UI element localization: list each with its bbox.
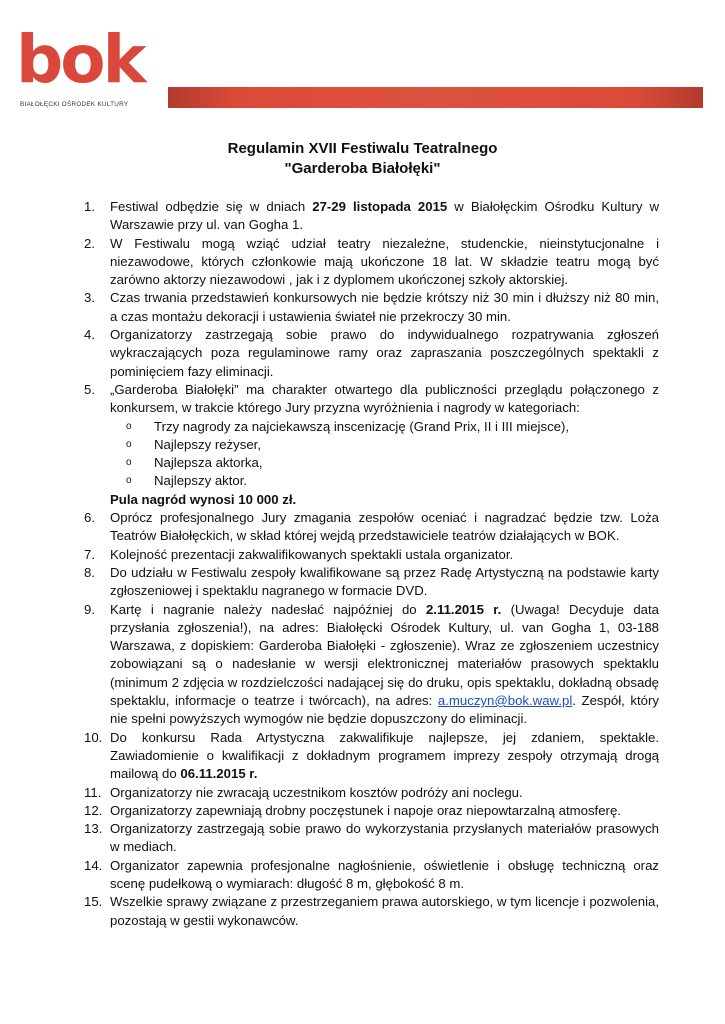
rule-number: 13. <box>84 821 103 837</box>
rule-number: 6. <box>84 510 95 526</box>
rule-text: Oprócz profesjonalnego Jury zmagania zespołów oceniać i nagradzać będzie tzw. Loża Teatrów Białołęckich, w skład której wejdą przedstawiciele teatrów działających w BOK. <box>110 510 659 544</box>
award-categories <box>110 418 659 491</box>
prize-pool <box>110 491 659 509</box>
rule-item <box>84 381 659 509</box>
rule-number: 11. <box>84 784 102 800</box>
header-red-bar <box>168 87 703 108</box>
rule-number: 7. <box>84 546 95 562</box>
logo-word: bok <box>16 21 144 98</box>
bok-logo <box>16 21 144 114</box>
rule-item <box>84 784 659 802</box>
rule-number: 10. <box>84 729 103 745</box>
email-link[interactable]: a.muczyn@bok.waw.pl <box>437 693 573 709</box>
rule-text: Organizator zapewnia profesjonalne nagłośnienie, oświetlenie i obsługę techniczną oraz scenę pudełkową o wymiarach: długość 8 m, głębokość 8 m. <box>110 857 659 891</box>
rule-item <box>84 235 659 290</box>
rule-text: Organizatorzy zastrzegają sobie prawo do indywidualnego rozpatrywania zgłoszeń wykraczających poza regulaminowe ramy oraz zapraszania poszczególnych spektakli z pominięciem fazy eliminacji. <box>110 327 659 379</box>
bold-text: 27-29 listopada 2015 <box>312 199 448 214</box>
rule-item <box>84 198 659 235</box>
rule-text: „Garderoba Białołęki” ma charakter otwartego dla publiczności przeglądu połączonego z konkursem, w trakcie którego Jury przyzna wyróżnienia i nagrody w kategoriach: <box>110 381 659 416</box>
rule-number: 15. <box>84 894 103 910</box>
rule-number: 8. <box>84 564 95 580</box>
rule-text: Kolejność prezentacji zakwalifikowanych spektakli ustala organizator. <box>110 546 514 562</box>
award-category <box>126 418 659 436</box>
rule-number: 14. <box>84 857 103 873</box>
award-category-text: Najlepsza aktorka, <box>154 455 263 471</box>
award-category-text: Najlepszy reżyser, <box>154 436 261 452</box>
award-category <box>126 454 659 472</box>
rule-number: 12. <box>84 802 103 818</box>
rule-item <box>84 893 659 930</box>
title-line-2: "Garderoba Białołęki" <box>284 160 441 177</box>
rule-text: . Zespół, który nie spełni powyższych wymogów nie będzie dopuszczony do eliminacji. <box>110 693 659 727</box>
rule-text: Organizatorzy nie zwracają uczestnikom kosztów podróży ani noclegu. <box>110 784 523 800</box>
prize-pool-text: Pula nagród wynosi 10 000 zł. <box>110 491 297 507</box>
title-line-1: Regulamin XVII Festiwalu Teatralnego <box>227 140 498 157</box>
bullet-icon: o <box>126 420 132 432</box>
rule-text: Do konkursu Rada Artystyczna zakwalifikuje najlepsze, jej zdaniem, spektakle. Zawiadomienie o kwalifikacji z dokładnym programem imprezy zespoły otrzymają drogą mailową do <box>110 729 659 782</box>
rule-number: 5. <box>84 381 95 397</box>
rule-item <box>84 857 659 894</box>
rule-text: Organizatorzy zastrzegają sobie prawo do wykorzystania przysłanych materiałów prasowych w mediach. <box>110 821 659 855</box>
award-category-text: Najlepszy aktor. <box>154 473 248 489</box>
award-category <box>126 472 659 490</box>
rule-text: Do udziału w Festiwalu zespoły kwalifikowane są przez Radę Artystyczną na podstawie karty zgłoszeniowej i spektaklu nagranego w formacie DVD. <box>110 564 659 599</box>
bullet-icon: o <box>126 457 132 469</box>
rule-item <box>84 546 659 564</box>
bold-text: 2.11.2015 r. <box>425 601 502 617</box>
award-category-text: Trzy nagrody za najciekawszą inscenizację (Grand Prix, II i III miejsce), <box>154 418 570 434</box>
rule-number: 1. <box>84 199 95 214</box>
rule-number: 2. <box>84 235 95 251</box>
rule-text: W Festiwalu mogą wziąć udział teatry niezależne, studenckie, nieinstytucjonalne i niezawodowe, których członkowie mają ukończone 18 lat. W składzie teatru mogą być zarówno aktorzy niezawodowi , jak i z dyplomem ukończonej szkoły aktorskiej. <box>110 235 659 288</box>
rule-text: (Uwaga! Decyduje data przysłania zgłoszenia!), na adres: Białołęcki Ośrodek Kultury, ul. van Gogha 1, 03-188 Warszawa, z dopiskiem: Garderoba Białołęki - zgłoszenie). Wraz ze zgłoszeniem uczestnicy zobowiązani są o nadesłanie w wersji elektronicznej materiałów prasowych spektaklu (minimum 2 zdjęcia w rozdzielczości nadającej się do druku, opis spektaklu, dokładną obsadę spektaklu, informacje o teatrze i twórcach), na adres: <box>110 601 659 709</box>
rule-item <box>84 601 659 729</box>
rule-text: Kartę i nagranie należy nadesłać najpóźniej do <box>110 601 426 617</box>
logo-tagline: BIAŁOŁĘCKI OŚRODEK KULTURY <box>20 101 129 108</box>
award-category <box>126 436 659 454</box>
rule-number: 3. <box>84 290 95 306</box>
rule-item <box>84 509 659 546</box>
rule-item <box>84 564 659 601</box>
bullet-icon: o <box>126 475 132 487</box>
rules-list <box>84 198 659 930</box>
rule-item <box>84 820 659 857</box>
rule-text: Czas trwania przedstawień konkursowych nie będzie krótszy niż 30 min i dłuższy niż 80 min, a czas montażu dekoracji i ustawienia świateł nie przekroczy 30 min. <box>110 290 659 324</box>
rule-number: 9. <box>84 601 95 617</box>
rule-item <box>84 326 659 381</box>
rule-text: Wszelkie sprawy związane z przestrzeganiem prawa autorskiego, w tym licencje i pozwolenia, pozostają w gestii wykonawców. <box>110 894 659 928</box>
bold-text: 06.11.2015 r. <box>180 766 258 782</box>
rule-item <box>84 289 659 326</box>
rule-text: Organizatorzy zapewniają drobny poczęstunek i napoje oraz niepowtarzalną atmosferę. <box>110 802 621 818</box>
bullet-icon: o <box>126 438 132 450</box>
rule-text: Festiwal odbędzie się w dniach <box>110 199 313 214</box>
document-title <box>0 139 725 179</box>
rule-item <box>84 729 659 784</box>
rule-number: 4. <box>84 327 95 343</box>
rule-item <box>84 802 659 820</box>
rule-text: w Białołęckim Ośrodku Kultury w Warszawie przy ul. van Gogha 1. <box>110 199 659 233</box>
